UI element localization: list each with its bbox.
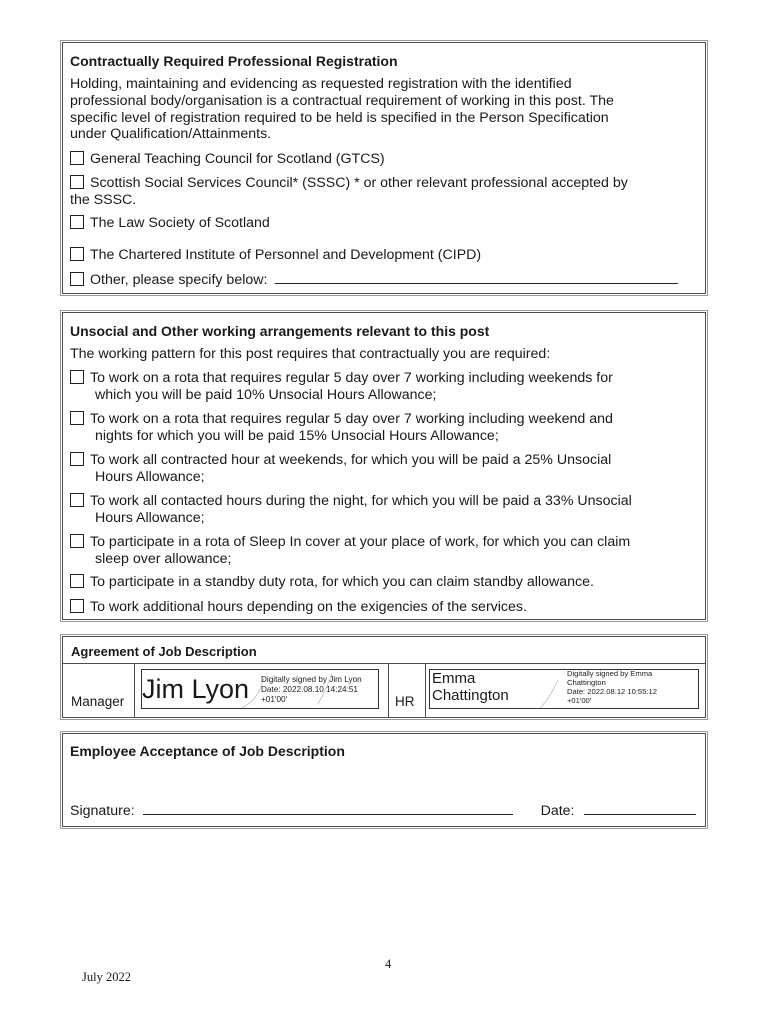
option-sssc (70, 175, 697, 209)
gtcs-label: General Teaching Council for Scotland (GTCS) (90, 151, 385, 167)
cipd-checkbox[interactable] (70, 247, 84, 261)
unsocial-option (70, 574, 697, 591)
unsocial-option-label-cont: nights for which you will be paid 15% Unsocial Hours Allowance; (95, 427, 499, 444)
cipd-label: The Chartered Institute of Personnel and Development (CIPD) (90, 247, 482, 263)
unsocial-intro: The working pattern for this post requires that contractually you are required: (70, 346, 551, 362)
hr-signature-field[interactable] (429, 669, 699, 709)
page-number: 4 (385, 957, 392, 971)
sssc-label-cont: the SSSC. (70, 191, 137, 208)
hr-signature-meta: Date: 2022.08.12 10:55:12 (567, 687, 657, 696)
unsocial-checkbox[interactable] (70, 411, 84, 425)
option-gtcs (70, 151, 697, 168)
option-other (70, 271, 697, 289)
manager-signature-meta: +01'00' (261, 695, 288, 704)
registration-intro-line: professional body/organisation is a contractual requirement of working in this post. The (70, 92, 614, 109)
unsocial-option (70, 452, 697, 486)
unsocial-option (70, 599, 697, 616)
hr-signature-meta: Chattington (567, 678, 606, 687)
unsocial-option-label-cont: Hours Allowance; (95, 509, 205, 526)
registration-intro-line: Holding, maintaining and evidencing as requested registration with the identified (70, 76, 572, 92)
registration-title: Contractually Required Professional Registration (70, 53, 398, 69)
law-checkbox[interactable] (70, 215, 84, 229)
signature-row (70, 802, 699, 819)
acceptance-section (62, 733, 706, 827)
registration-intro-line: specific level of registration required to be held is specified in the Person Specification (70, 109, 609, 126)
other-checkbox[interactable] (70, 272, 84, 286)
date-line[interactable] (584, 802, 696, 815)
unsocial-option (70, 534, 697, 568)
unsocial-option-label: To work all contracted hour at weekends, for which you will be paid a 25% Unsocial (90, 452, 612, 468)
unsocial-option-label: To work on a rota that requires regular 5 day over 7 working including weekend and (90, 411, 613, 427)
option-law (70, 215, 697, 232)
unsocial-checkbox[interactable] (70, 493, 84, 507)
hr-signature-meta: Digitally signed by Emma (567, 669, 653, 678)
footer-date: July 2022 (82, 970, 131, 984)
agreement-section (62, 636, 706, 718)
hr-label: HR (395, 694, 415, 709)
unsocial-option-label: To work additional hours depending on the exigencies of the services. (90, 599, 527, 615)
registration-intro (70, 76, 699, 143)
sssc-checkbox[interactable] (70, 175, 84, 189)
unsocial-option-label: To work on a rota that requires regular 5 day over 7 working including weekends for (90, 370, 613, 386)
registration-section (62, 42, 706, 294)
unsocial-option (70, 493, 697, 527)
agreement-title: Agreement of Job Description (71, 644, 257, 659)
manager-signature-field[interactable] (141, 669, 379, 709)
agreement-header (63, 637, 705, 664)
unsocial-option (70, 370, 697, 404)
option-cipd (70, 247, 697, 264)
unsocial-option-label: To participate in a standby duty rota, for which you can claim standby allowance. (90, 574, 594, 590)
hr-signature-name: Chattington (432, 687, 509, 704)
other-label: Other, please specify below: (90, 272, 268, 288)
gtcs-checkbox[interactable] (70, 151, 84, 165)
unsocial-checkbox[interactable] (70, 452, 84, 466)
manager-signature-meta: Date: 2022.08.10 14:24:51 (261, 685, 358, 694)
manager-signature-meta: Digitally signed by Jim Lyon (261, 675, 362, 684)
unsocial-option-label-cont: sleep over allowance; (95, 550, 232, 567)
signature-label: Signature: (70, 803, 135, 819)
unsocial-option (70, 411, 697, 445)
manager-label: Manager (71, 694, 125, 709)
unsocial-checkbox[interactable] (70, 534, 84, 548)
hr-signature-meta: +01'00' (567, 696, 592, 705)
unsocial-option-label: To participate in a rota of Sleep In cover at your place of work, for which you can claim (90, 534, 631, 550)
unsocial-checkbox[interactable] (70, 574, 84, 588)
divider (425, 663, 426, 717)
registration-intro-line: under Qualification/Attainments. (70, 126, 272, 143)
unsocial-title: Unsocial and Other working arrangements relevant to this post (70, 323, 490, 339)
sssc-label: Scottish Social Services Council* (SSSC) * or other relevant professional accepted by (90, 175, 628, 191)
hr-signature-name: Emma (432, 670, 476, 687)
unsocial-checkbox[interactable] (70, 599, 84, 613)
unsocial-option-label-cont: Hours Allowance; (95, 468, 205, 485)
unsocial-section (62, 312, 706, 620)
divider (388, 663, 389, 717)
other-specify-line[interactable] (275, 271, 678, 284)
divider (134, 663, 135, 717)
unsocial-option-label: To work all contacted hours during the night, for which you will be paid a 33% Unsocial (90, 493, 632, 509)
signature-line[interactable] (143, 802, 513, 815)
law-label: The Law Society of Scotland (90, 215, 270, 231)
date-label: Date: (540, 803, 575, 819)
manager-signature-name: Jim Lyon (142, 674, 250, 704)
unsocial-checkbox[interactable] (70, 370, 84, 384)
acceptance-title: Employee Acceptance of Job Description (70, 743, 345, 759)
unsocial-option-label-cont: which you will be paid 10% Unsocial Hours Allowance; (95, 386, 437, 403)
